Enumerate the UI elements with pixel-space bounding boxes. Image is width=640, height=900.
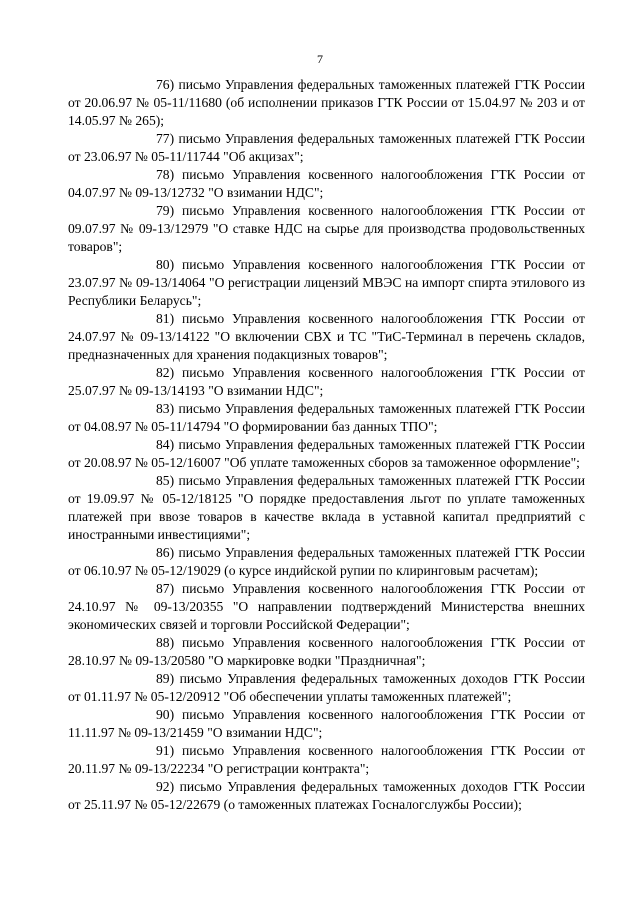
item-number: 91) (156, 743, 175, 758)
list-item (68, 778, 585, 814)
item-text: письмо Управления косвенного налогообложения ГТК России от 24.07.97 № 09-13/14122 "О включении СВХ и ТС "ТиС-Терминал в перечень складов, предназначенных для хранения подакцизных товаров"; (68, 311, 585, 362)
item-text: письмо Управления косвенного налогообложения ГТК России от 25.07.97 № 09-13/14193 "О взимании НДС"; (68, 365, 585, 398)
item-text: письмо Управления косвенного налогообложения ГТК России от 24.10.97 № 09-13/20355 "О направлении подтверждений Министерства внешних экономических связей и торговли Российской Федерации"; (68, 581, 585, 632)
item-number: 88) (156, 635, 175, 650)
item-number: 86) (156, 545, 175, 560)
item-number: 76) (156, 77, 175, 92)
item-text: письмо Управления косвенного налогообложения ГТК России от 20.11.97 № 09-13/22234 "О регистрации контракта"; (68, 743, 585, 776)
item-text: письмо Управления косвенного налогообложения ГТК России от 09.07.97 № 09-13/12979 "О ставке НДС на сырье для производства продовольственных товаров"; (68, 203, 585, 254)
item-text: письмо Управления федеральных таможенных доходов ГТК России от 25.11.97 № 05-12/22679 (о таможенных платежах Госналогслужбы России); (68, 779, 585, 812)
item-text: письмо Управления федеральных таможенных платежей ГТК России от 20.06.97 № 05-11/11680 (об исполнении приказов ГТК России от 15.04.97 № 203 и от 14.05.97 № 265); (68, 77, 585, 128)
list-item (68, 256, 585, 310)
item-number: 85) (156, 473, 175, 488)
item-text: письмо Управления федеральных таможенных доходов ГТК России от 01.11.97 № 05-12/20912 "Об обеспечении уплаты таможенных платежей"; (68, 671, 585, 704)
item-number: 81) (156, 311, 175, 326)
page-number: 7 (317, 52, 323, 66)
list-item (68, 202, 585, 256)
list-item (68, 364, 585, 400)
list-item (68, 634, 585, 670)
item-number: 90) (156, 707, 175, 722)
item-text: письмо Управления косвенного налогообложения ГТК России от 28.10.97 № 09-13/20580 "О маркировке водки "Праздничная"; (68, 635, 585, 668)
item-number: 84) (156, 437, 175, 452)
item-text: письмо Управления косвенного налогообложения ГТК России от 11.11.97 № 09-13/21459 "О взимании НДС"; (68, 707, 585, 740)
item-text: письмо Управления федеральных таможенных платежей ГТК России от 20.08.97 № 05-12/16007 "Об уплате таможенных сборов за таможенное оформление"; (68, 437, 585, 470)
list-item (68, 436, 585, 472)
item-text: письмо Управления федеральных таможенных платежей ГТК России от 23.06.97 № 05-11/11744 "Об акцизах"; (68, 131, 585, 164)
list-item (68, 472, 585, 544)
item-number: 83) (156, 401, 175, 416)
list-item (68, 670, 585, 706)
item-number: 92) (156, 779, 175, 794)
item-text: письмо Управления федеральных таможенных платежей ГТК России от 06.10.97 № 05-12/19029 (о курсе индийской рупии по клиринговым расчетам); (68, 545, 585, 578)
list-item (68, 130, 585, 166)
item-number: 80) (156, 257, 175, 272)
item-text: письмо Управления косвенного налогообложения ГТК России от 23.07.97 № 09-13/14064 "О регистрации лицензий МВЭС на импорт спирта этилового из Республики Беларусь"; (68, 257, 585, 308)
list-item (68, 166, 585, 202)
item-number: 82) (156, 365, 175, 380)
item-number: 78) (156, 167, 175, 182)
item-text: письмо Управления федеральных таможенных платежей ГТК России от 04.08.97 № 05-11/14794 "О формировании баз данных ТПО"; (68, 401, 585, 434)
item-list (68, 76, 585, 814)
list-item (68, 706, 585, 742)
list-item (68, 76, 585, 130)
item-number: 87) (156, 581, 175, 596)
item-number: 89) (156, 671, 175, 686)
item-text: письмо Управления федеральных таможенных платежей ГТК России от 19.09.97 № 05-12/18125 "О порядке предоставления льгот по уплате таможенных платежей при ввозе товаров в качестве вклада в уставной капитал предприятий с иностранными инвестициями"; (68, 473, 585, 542)
list-item (68, 310, 585, 364)
item-number: 79) (156, 203, 175, 218)
list-item (68, 400, 585, 436)
list-item (68, 742, 585, 778)
item-text: письмо Управления косвенного налогообложения ГТК России от 04.07.97 № 09-13/12732 "О взимании НДС"; (68, 167, 585, 200)
list-item (68, 544, 585, 580)
list-item (68, 580, 585, 634)
item-number: 77) (156, 131, 175, 146)
